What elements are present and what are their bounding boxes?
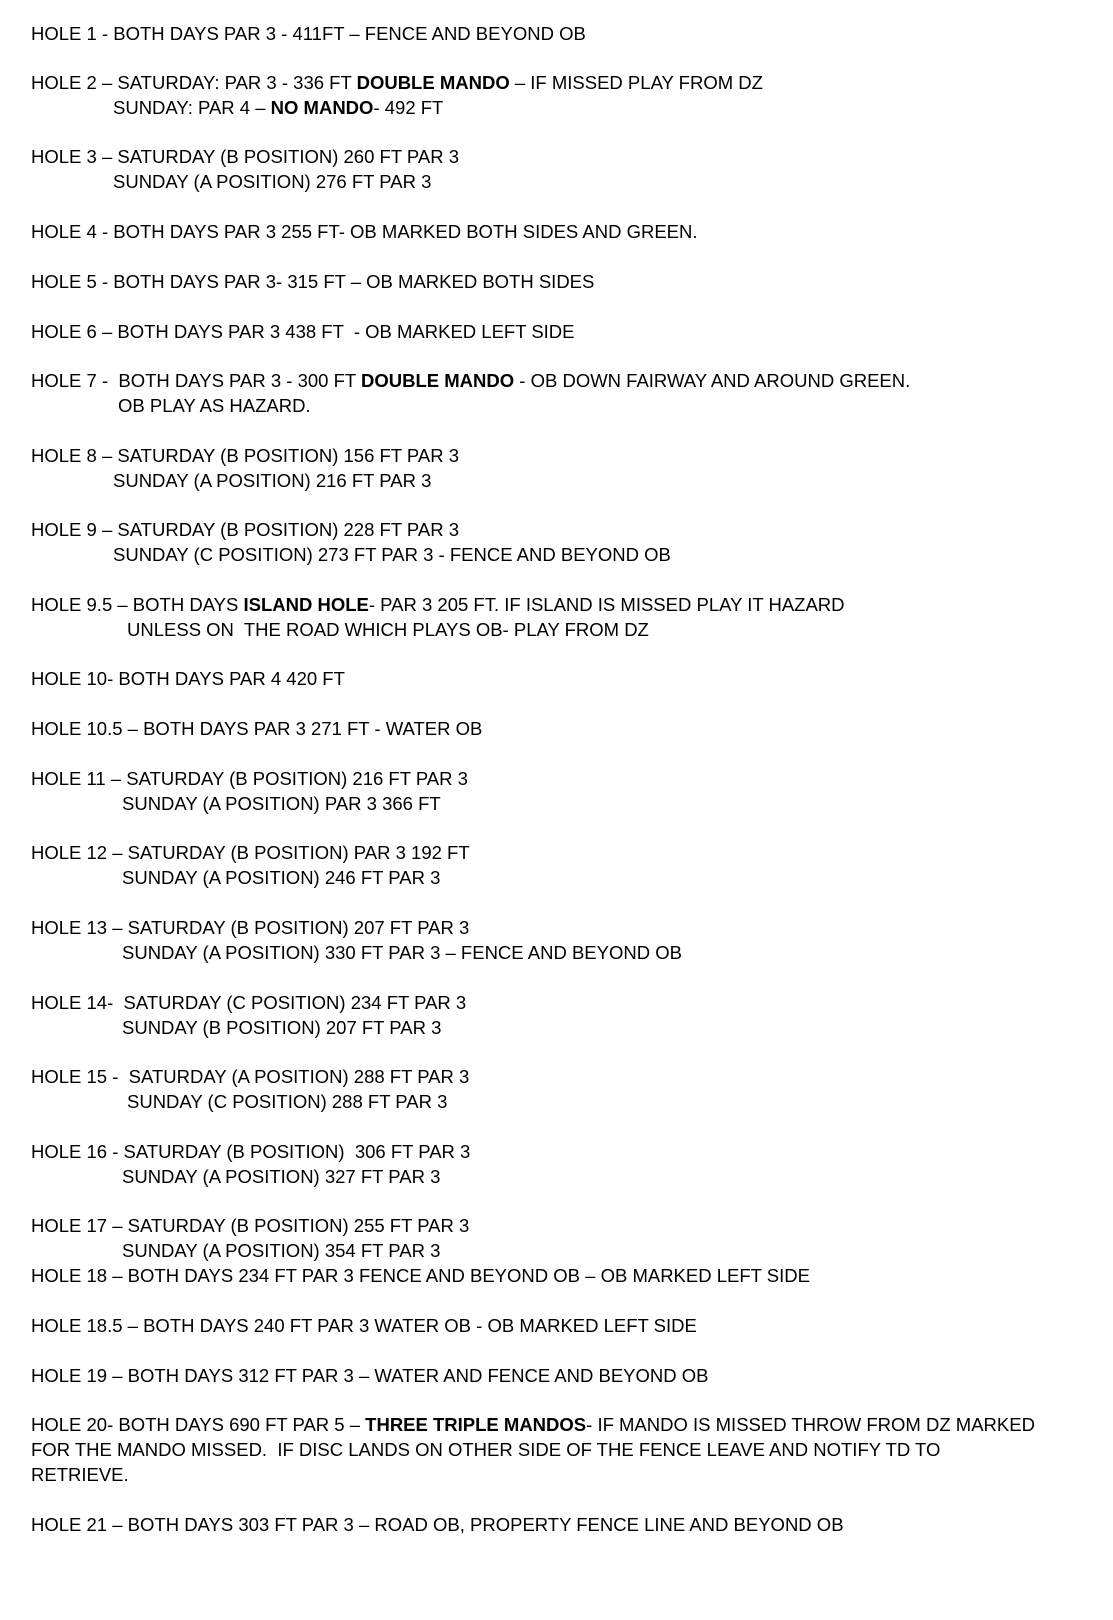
text-segment: SUNDAY (A POSITION) 354 FT PAR 3	[122, 1240, 441, 1261]
text-segment: HOLE 1 - BOTH DAYS PAR 3 - 411FT – FENCE AND BEYOND OB	[31, 23, 586, 44]
text-line	[31, 445, 459, 467]
text-segment: HOLE 20- BOTH DAYS 690 FT PAR 5 –	[31, 1414, 366, 1435]
text-line	[31, 23, 586, 45]
text-line	[127, 1091, 447, 1113]
text-segment: SUNDAY (C POSITION) 288 FT PAR 3	[127, 1091, 448, 1112]
text-segment: – IF MISSED PLAY FROM DZ	[509, 72, 763, 93]
text-line	[31, 221, 698, 243]
text-segment: HOLE 11 – SATURDAY (B POSITION) 216 FT PAR 3	[31, 768, 468, 789]
text-line	[31, 321, 575, 343]
text-line	[31, 1265, 810, 1287]
text-line	[31, 1514, 844, 1536]
text-line	[113, 544, 671, 566]
bold-text: DOUBLE MANDO	[361, 370, 515, 391]
text-segment: SUNDAY (A POSITION) 276 FT PAR 3	[113, 171, 432, 192]
text-segment: HOLE 7 - BOTH DAYS PAR 3 - 300 FT	[31, 370, 362, 391]
text-segment: HOLE 3 – SATURDAY (B POSITION) 260 FT PAR 3	[31, 146, 460, 167]
text-segment: HOLE 18.5 – BOTH DAYS 240 FT PAR 3 WATER OB - OB MARKED LEFT SIDE	[31, 1315, 697, 1336]
text-segment: HOLE 9 – SATURDAY (B POSITION) 228 FT PAR 3	[31, 519, 460, 540]
text-segment: RETRIEVE.	[31, 1464, 129, 1485]
text-line	[122, 1240, 440, 1262]
bold-text: NO MANDO	[270, 97, 374, 118]
text-line	[31, 519, 459, 541]
text-segment: SUNDAY (B POSITION) 207 FT PAR 3	[122, 1017, 442, 1038]
text-segment: HOLE 9.5 – BOTH DAYS	[31, 594, 244, 615]
text-segment: SUNDAY (A POSITION) 327 FT PAR 3	[122, 1166, 441, 1187]
text-line	[31, 1315, 697, 1337]
text-line	[31, 917, 469, 939]
text-line	[31, 370, 910, 392]
text-segment: HOLE 21 – BOTH DAYS 303 FT PAR 3 – ROAD OB, PROPERTY FENCE LINE AND BEYOND OB	[31, 1514, 844, 1535]
text-line	[122, 793, 441, 815]
text-segment: HOLE 17 – SATURDAY (B POSITION) 255 FT PAR 3	[31, 1215, 470, 1236]
text-segment: SUNDAY (A POSITION) 216 FT PAR 3	[113, 470, 432, 491]
text-segment: HOLE 10- BOTH DAYS PAR 4 420 FT	[31, 668, 345, 689]
text-line	[113, 171, 431, 193]
text-line	[31, 1141, 470, 1163]
bold-text: ISLAND HOLE	[243, 594, 369, 615]
text-line	[31, 718, 482, 740]
text-segment: HOLE 18 – BOTH DAYS 234 FT PAR 3 FENCE AND BEYOND OB – OB MARKED LEFT SIDE	[31, 1265, 810, 1286]
text-segment: - IF MANDO IS MISSED THROW FROM DZ MARKED	[586, 1414, 1035, 1435]
text-line	[31, 1414, 1035, 1436]
text-segment: - OB DOWN FAIRWAY AND AROUND GREEN.	[514, 370, 911, 391]
text-segment: SUNDAY: PAR 4 –	[113, 97, 271, 118]
text-line	[31, 594, 845, 616]
text-line	[31, 146, 459, 168]
text-line	[118, 395, 311, 417]
text-segment: HOLE 15 - SATURDAY (A POSITION) 288 FT PAR 3	[31, 1066, 470, 1087]
text-line	[122, 867, 440, 889]
text-line	[31, 271, 594, 293]
text-segment: HOLE 4 - BOTH DAYS PAR 3 255 FT- OB MARKED BOTH SIDES AND GREEN.	[31, 221, 698, 242]
text-segment: HOLE 12 – SATURDAY (B POSITION) PAR 3 192 FT	[31, 842, 470, 863]
text-segment: SUNDAY (A POSITION) 330 FT PAR 3 – FENCE AND BEYOND OB	[122, 942, 682, 963]
text-segment: SUNDAY (A POSITION) 246 FT PAR 3	[122, 867, 441, 888]
text-segment: FOR THE MANDO MISSED. IF DISC LANDS ON OTHER SIDE OF THE FENCE LEAVE AND NOTIFY TD TO	[31, 1439, 941, 1460]
text-segment: UNLESS ON THE ROAD WHICH PLAYS OB- PLAY FROM DZ	[127, 619, 649, 640]
text-line	[31, 1215, 469, 1237]
text-segment: SUNDAY (A POSITION) PAR 3 366 FT	[122, 793, 441, 814]
text-line	[31, 1439, 940, 1461]
text-segment: HOLE 6 – BOTH DAYS PAR 3 438 FT - OB MARKED LEFT SIDE	[31, 321, 575, 342]
text-line	[113, 470, 431, 492]
text-segment: HOLE 13 – SATURDAY (B POSITION) 207 FT PAR 3	[31, 917, 470, 938]
text-segment: HOLE 2 – SATURDAY: PAR 3 - 336 FT	[31, 72, 357, 93]
text-segment: HOLE 14- SATURDAY (C POSITION) 234 FT PAR 3	[31, 992, 467, 1013]
text-segment: HOLE 16 - SATURDAY (B POSITION) 306 FT PAR 3	[31, 1141, 471, 1162]
text-line	[31, 842, 470, 864]
text-line	[31, 1066, 469, 1088]
text-line	[31, 992, 466, 1014]
text-segment: HOLE 8 – SATURDAY (B POSITION) 156 FT PAR 3	[31, 445, 460, 466]
text-line	[31, 768, 468, 790]
text-line	[31, 1464, 129, 1486]
text-segment: - PAR 3 205 FT. IF ISLAND IS MISSED PLAY IT HAZARD	[368, 594, 845, 615]
text-segment: HOLE 19 – BOTH DAYS 312 FT PAR 3 – WATER AND FENCE AND BEYOND OB	[31, 1365, 709, 1386]
bold-text: THREE TRIPLE MANDOS	[365, 1414, 587, 1435]
bold-text: DOUBLE MANDO	[356, 72, 510, 93]
text-segment: - 492 FT	[373, 97, 444, 118]
text-line	[31, 72, 763, 94]
text-line	[127, 619, 649, 641]
text-line	[113, 97, 443, 119]
text-line	[31, 1365, 709, 1387]
text-line	[31, 668, 345, 690]
text-segment: HOLE 10.5 – BOTH DAYS PAR 3 271 FT - WATER OB	[31, 718, 483, 739]
text-segment: OB PLAY AS HAZARD.	[118, 395, 311, 416]
text-line	[122, 942, 682, 964]
text-segment: SUNDAY (C POSITION) 273 FT PAR 3 - FENCE AND BEYOND OB	[113, 544, 671, 565]
text-line	[122, 1166, 440, 1188]
text-segment: HOLE 5 - BOTH DAYS PAR 3- 315 FT – OB MARKED BOTH SIDES	[31, 271, 595, 292]
text-line	[122, 1017, 441, 1039]
